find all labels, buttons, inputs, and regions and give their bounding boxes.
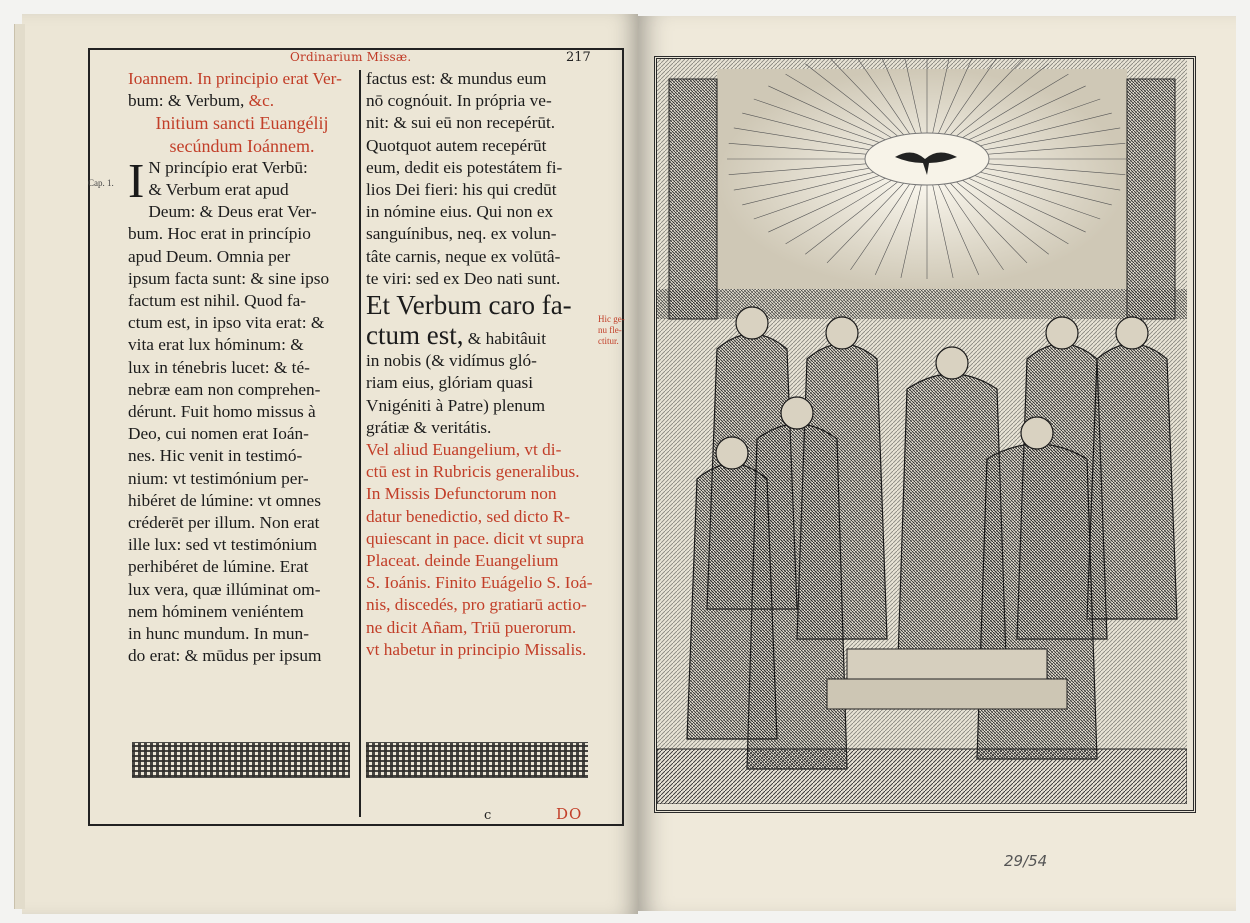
right-body-text-2 <box>366 350 596 439</box>
left-body-text <box>128 201 356 667</box>
catchword: DO <box>556 805 583 823</box>
text-line: nebræ eam non comprehen- <box>128 379 321 399</box>
text-line: riam eius, glóriam quasi <box>366 373 534 393</box>
text-line: lux vera, quæ illúminat om- <box>128 579 321 599</box>
text-line: in nómine eius. Qui non ex <box>366 202 554 222</box>
text-line: lux in ténebris lucet: & té- <box>128 357 310 377</box>
text-line: Deo, cui nomen erat Ioán- <box>128 424 309 444</box>
signature-mark: c <box>484 808 492 823</box>
text-column-left <box>128 68 356 667</box>
margin-note-chapter: Cap. 1. <box>88 178 114 188</box>
text-line: nem hóminem veniéntem <box>128 601 304 621</box>
text-line: & Verbum erat apud <box>148 180 289 200</box>
text-line: factum est nihil. Quod fa- <box>128 291 307 311</box>
text-line: Placeat. deinde Euangelium <box>366 551 559 571</box>
text-line: nis, discedés, pro gratiarū actio- <box>366 595 587 615</box>
drop-initial: I <box>128 152 145 208</box>
text-line: hibéret de lúmine: vt omnes <box>128 490 321 510</box>
text-line: ctū est in Rubricis generalibus. <box>366 462 580 482</box>
engraving-illustration <box>657 59 1187 804</box>
text-line: datur benedictio, sed dicto R- <box>366 506 570 526</box>
right-body-text <box>366 68 596 290</box>
text-line: grátiæ & veritátis. <box>366 417 492 437</box>
text-line: In Missis Defunctorum non <box>366 484 557 504</box>
large-text-line: Et Verbum caro fa- <box>366 290 572 321</box>
text-line: N princípio erat Verbū: <box>148 157 308 177</box>
text-line: Ioannem. In principio erat Ver- <box>128 69 342 88</box>
shelfmark: 29/54 <box>1004 852 1048 870</box>
text-line: ne dicit Añam, Triū puerorum. <box>366 617 577 637</box>
text-line: bum. Hoc erat in princípio <box>128 224 311 244</box>
text-line: te viri: sed ex Deo nati sunt. <box>366 268 561 288</box>
running-head: Ordinarium Missæ. <box>290 50 412 64</box>
text-line: dérunt. Fuit homo missus à <box>128 402 316 422</box>
text-line: créderēt per illum. Non erat <box>128 513 320 533</box>
text-line: nium: vt testimónium per- <box>128 468 309 488</box>
text-line: Deum: & Deus erat Ver- <box>148 202 317 222</box>
text-line: bum: & Verbum, &c. <box>128 91 275 111</box>
text-line: do erat: & mūdus per ipsum <box>128 646 322 666</box>
pentecost-engraving <box>654 56 1196 813</box>
page-edges <box>14 24 25 909</box>
text-line: vt habetur in principio Missalis. <box>366 639 587 659</box>
folio-number: 217 <box>566 50 591 65</box>
text-line: tâte carnis, neque ex volūtâ- <box>366 246 561 266</box>
text-line: ille lux: sed vt testimónium <box>128 535 318 555</box>
text-line: Quotquot autem recepérūt <box>366 135 547 155</box>
gospel-heading: Initium sancti Euangélij <box>155 113 329 134</box>
rubric-text <box>366 439 596 661</box>
text-line: Vnigéniti à Patre) plenum <box>366 395 546 415</box>
text-line: in nobis (& vidímus gló- <box>366 351 537 371</box>
text-line: apud Deum. Omnia per <box>128 246 291 266</box>
text-line: quiescant in pace. dicit vt supra <box>366 528 584 548</box>
text-line: ctum est, in ipso vita erat: & <box>128 313 325 333</box>
gospel-heading: secúndum Ioánnem. <box>169 135 315 156</box>
ornament-band-left <box>132 742 350 778</box>
text-line: nō cognóuit. In própria ve- <box>366 91 552 111</box>
text-line: perhibéret de lúmine. Erat <box>128 557 309 577</box>
column-rule <box>359 70 361 817</box>
text-line: vita erat lux hóminum: & <box>128 335 304 355</box>
text-line: ctum est, & habitâuit <box>366 320 547 351</box>
text-line: nit: & sui eū non recepérūt. <box>366 113 556 133</box>
text-line: factus est: & mundus eum <box>366 69 547 88</box>
text-line: in hunc mundum. In mun- <box>128 624 309 644</box>
text-line: Vel aliud Euangelium, vt di- <box>366 440 562 460</box>
text-line: nes. Hic venit in testimó- <box>128 446 303 466</box>
ornament-band-right <box>366 742 588 778</box>
text-line: sanguínibus, neq. ex volun- <box>366 224 557 244</box>
margin-note-genuflect: Hic ge- nu fle- ctitur. <box>598 314 625 346</box>
text-column-right <box>366 68 596 661</box>
text-line: S. Ioánis. Finito Euágelio S. Ioá- <box>366 573 593 593</box>
text-line: lios Dei fieri: his qui credūt <box>366 180 557 200</box>
text-line: ipsum facta sunt: & sine ipso <box>128 268 330 288</box>
text-line: eum, dedit eis potestátem fi- <box>366 157 563 177</box>
